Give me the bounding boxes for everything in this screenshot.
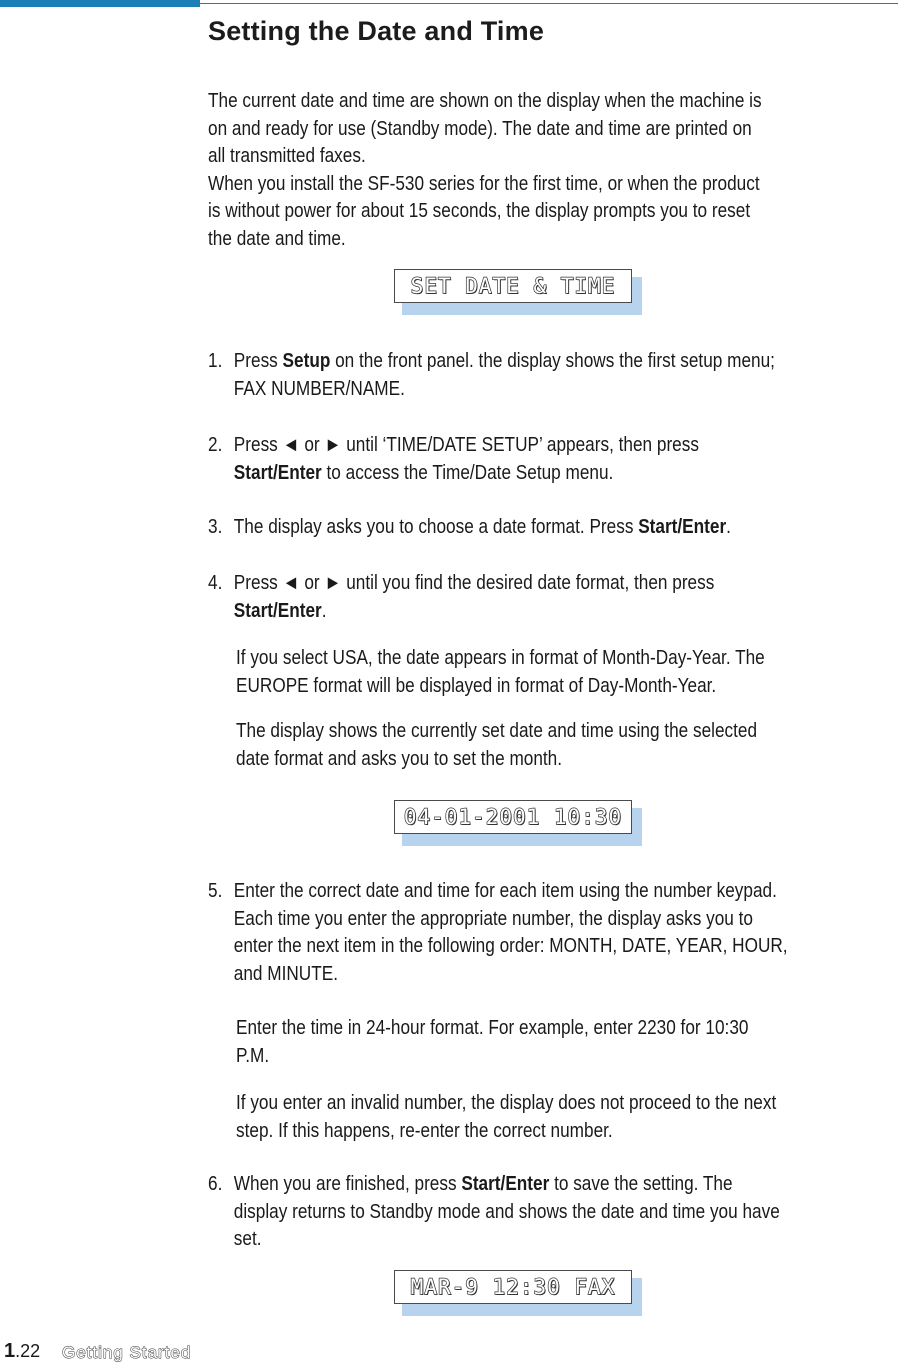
- step-text: set.: [233, 1228, 262, 1250]
- intro-line: on and ready for use (Standby mode). The date and time are printed on: [208, 117, 752, 140]
- lcd-text: 04-01-2001 10:30: [403, 805, 623, 829]
- start-enter-key-label: Start/Enter: [638, 516, 727, 538]
- start-enter-key-label: Start/Enter: [233, 461, 322, 484]
- note-line: If you select USA, the date appears in format of Month-Day-Year. The: [236, 647, 765, 669]
- step-text: .: [726, 516, 731, 538]
- start-enter-key-label: Start/Enter: [233, 599, 322, 622]
- step-text: .: [321, 599, 327, 622]
- lcd-text: SET DATE & TIME: [410, 274, 616, 298]
- step-number: 2.: [208, 434, 223, 456]
- lcd-display-standby: [394, 1270, 642, 1316]
- chapter-number: 1: [4, 1340, 16, 1362]
- page-suffix: .22: [15, 1341, 41, 1361]
- start-enter-key-label: Start/Enter: [461, 1173, 550, 1195]
- step-text: The display asks you to choose a date format. Press: [233, 516, 639, 538]
- step-text: Enter the correct date and time for each item using the number keypad.: [233, 880, 777, 902]
- page-number: [4, 1340, 40, 1363]
- intro-line: all transmitted faxes.: [208, 145, 366, 167]
- step-text: to access the Time/Date Setup menu.: [321, 461, 614, 484]
- step-6: [208, 1171, 911, 1254]
- step-text: Each time you enter the appropriate number, the display asks you to: [233, 907, 753, 930]
- step-text: and MINUTE.: [233, 962, 338, 985]
- intro-line: is without power for about 15 seconds, the display prompts you to reset: [208, 200, 751, 222]
- header-rule: [200, 3, 898, 4]
- step-4-note-format: [236, 645, 911, 700]
- lcd-screen: [394, 269, 632, 303]
- note-line: P.M.: [236, 1044, 270, 1067]
- step-3: [208, 514, 911, 542]
- note-line: date format and asks you to set the month.: [236, 747, 563, 770]
- step-4: [208, 570, 911, 625]
- step-text: FAX NUMBER/NAME.: [233, 377, 405, 400]
- lcd-display-set-date: [394, 269, 642, 315]
- step-4-note-display: [236, 718, 911, 773]
- note-line: step. If this happens, re-enter the correct number.: [236, 1119, 613, 1142]
- lcd-display-date-time: [394, 800, 642, 846]
- step-5-note-invalid: [236, 1090, 911, 1145]
- step-text: Press ◄ or ► until ‘TIME/DATE SETUP’ appears, then press: [233, 434, 699, 456]
- step-number: 6.: [208, 1173, 223, 1195]
- step-text: Press ◄ or ► until you find the desired date format, then press: [233, 572, 715, 594]
- step-number: 3.: [208, 516, 223, 538]
- section-name: Getting Started: [62, 1343, 192, 1362]
- step-5: [208, 878, 911, 988]
- step-text: Press: [233, 350, 283, 372]
- intro-line: the date and time.: [208, 227, 346, 250]
- header-accent-bar: [0, 0, 200, 7]
- step-1: [208, 348, 911, 403]
- step-text: When you are finished, press: [233, 1173, 462, 1195]
- step-text: on the front panel. the display shows the first setup menu;: [330, 350, 775, 372]
- step-2: [208, 432, 911, 487]
- step-number: 5.: [208, 880, 223, 902]
- note-line: If you enter an invalid number, the display does not proceed to the next: [236, 1092, 777, 1114]
- note-line: Enter the time in 24-hour format. For example, enter 2230 for 10:30: [236, 1017, 749, 1039]
- lcd-text: MAR-9 12:30 FAX: [410, 1275, 616, 1299]
- page-title: Setting the Date and Time: [208, 16, 545, 46]
- note-line: EUROPE format will be displayed in format of Day-Month-Year.: [236, 674, 717, 697]
- step-text: to save the setting. The: [549, 1173, 733, 1195]
- intro-line: When you install the SF-530 series for the first time, or when the product: [208, 172, 760, 195]
- step-5-note-24hour: [236, 1015, 911, 1070]
- step-number: 1.: [208, 350, 223, 372]
- step-number: 4.: [208, 572, 223, 594]
- intro-paragraph: [208, 88, 905, 253]
- step-text: display returns to Standby mode and shows the date and time you have: [233, 1200, 780, 1223]
- lcd-screen: [394, 800, 632, 834]
- step-text: enter the next item in the following order: MONTH, DATE, YEAR, HOUR,: [233, 935, 788, 957]
- lcd-screen: [394, 1270, 632, 1304]
- setup-key-label: Setup: [282, 350, 331, 372]
- intro-line: The current date and time are shown on the display when the machine is: [208, 90, 762, 112]
- note-line: The display shows the currently set date and time using the selected: [236, 720, 758, 742]
